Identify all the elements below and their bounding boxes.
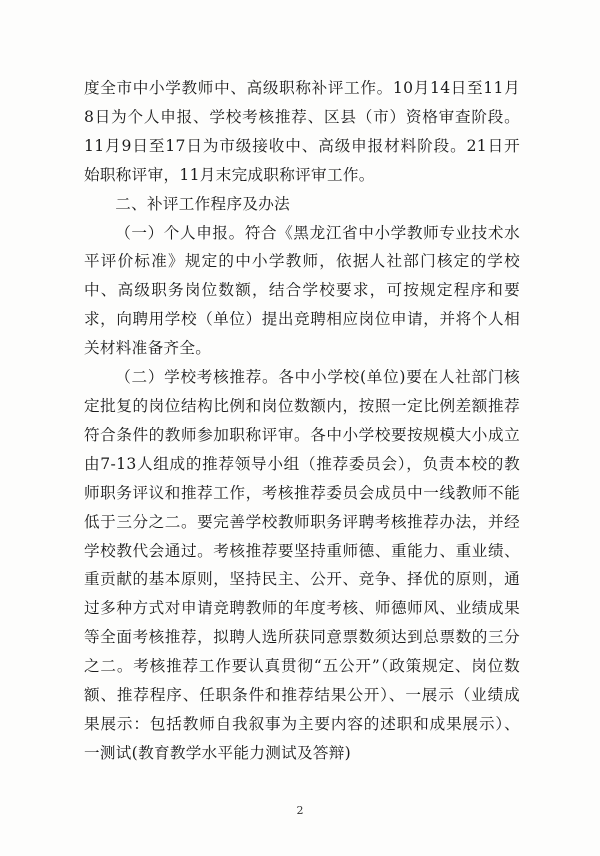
- page-number: 2: [296, 804, 304, 817]
- paragraph-intro: 度全市中小学教师中、高级职称补评工作。10月14日至11月8日为个人申报、学校考核推荐、区县（市）资格审查阶段。11月9日至17日为市级接收中、高级申报材料阶段。21日开始职称评审，11月末完成职称评审工作。: [84, 79, 520, 184]
- document-body: [84, 74, 520, 768]
- paragraph-personal-application: （一）个人申报。符合《黑龙江省中小学教师专业技术水平评价标准》规定的中小学教师，依据人社部门核定的学校中、高级职务岗位数额，结合学校要求，可按规定程序和要求，向聘用学校（单位）提出竞聘相应岗位申请，并将个人相关材料准备齐全。: [84, 223, 520, 358]
- section-heading-procedures: 二、补评工作程序及办法: [115, 194, 291, 213]
- paragraph-school-recommendation: （二）学校考核推荐。各中小学校(单位)要在人社部门核定批复的岗位结构比例和岗位数额内，按照一定比例差额推荐符合条件的教师参加职称评审。各中小学校要按规模大小成立由7-13人组成的推荐领导小组（推荐委员会），负责本校的教师职务评议和推荐工作，考核推荐委员会成员中一线教师不能低于三分之二。要完善学校教师职务评聘考核推荐办法，并经学校教代会通过。考核推荐要坚持重师德、重能力、重业绩、重贡献的基本原则，坚持民主、公开、竞争、择优的原则，通过多种方式对申请竞聘教师的年度考核、师德师风、业绩成果等全面考核推荐，拟聘人选所获同意票数须达到总票数的三分之二。考核推荐工作要认真贯彻“五公开”（政策规定、岗位数额、推荐程序、任职条件和推荐结果公开）、一展示（业绩成果展示：包括教师自我叙事为主要内容的述职和成果展示）、一测试(教育教学水平能力测试及答辩): [84, 368, 520, 762]
